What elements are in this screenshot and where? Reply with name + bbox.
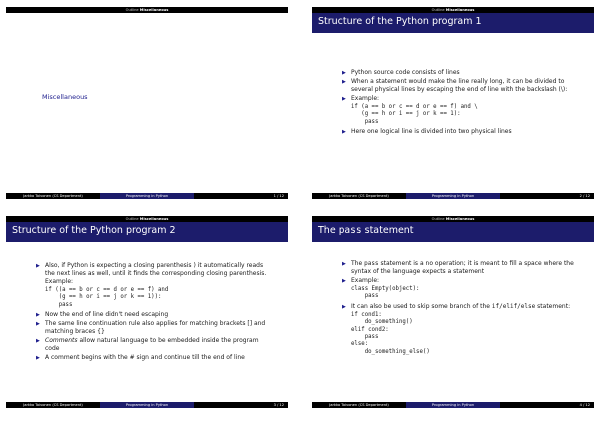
footer-page: 3 / 12 (273, 403, 284, 407)
footer-page: 1 / 12 (273, 194, 284, 198)
list-item: ▶ Comments allow natural language to be embedded inside the program code (36, 337, 259, 353)
footer-title: Programming in Python (406, 193, 500, 199)
list-item: ▶ When a statement would make the line really long, it can be divided to several physical lines by escaping the end of line with the backslash (\): (342, 78, 568, 93)
footer-author: Jarkko Toivonen (CS Department) (23, 194, 83, 198)
comments-term: Comments (45, 337, 78, 345)
bullet-icon: ▶ (36, 263, 40, 269)
code-block: class Empty(object): pass (351, 286, 420, 300)
title-bar (6, 222, 288, 242)
slide-body (342, 69, 574, 137)
list-item: ▶ A comment begins with the # sign and continue till the end of line (36, 354, 245, 362)
footer-title: Programming in Python (100, 193, 194, 199)
footer-page: 2 / 12 (579, 194, 590, 198)
bullet-icon: ▶ (36, 338, 40, 345)
list-item: ▶ Also, if Python is expecting a closing parenthesis ) it automatically reads the next lines as well, until it finds the corresponding closing parenthesis. Example: (36, 262, 267, 285)
footer-title: Programming in Python (100, 402, 194, 408)
nav-section[interactable]: Miscellaneous (139, 217, 169, 221)
footer-title: Programming in Python (406, 402, 500, 408)
footer-bar (6, 402, 288, 408)
section-title: Miscellaneous (42, 93, 88, 101)
footer-bar (312, 402, 594, 408)
title-bar (312, 13, 594, 33)
list-item: ▶ The pass statement is a no operation; it is meant to fill a space where the syntax of the language expects a statement (342, 260, 574, 275)
slide-title: The pass statement (318, 225, 414, 236)
footer-author: Jarkko Toivonen (CS Department) (23, 403, 83, 407)
list-item: ▶ Example: (342, 277, 380, 284)
footer-author: Jarkko Toivonen (CS Department) (329, 403, 389, 407)
bullet-icon: ▶ (36, 312, 40, 319)
nav-section[interactable]: Miscellaneous (445, 217, 475, 221)
slide-2 (312, 7, 594, 199)
footer-bar (6, 193, 288, 199)
list-item: ▶ Python source code consists of lines (342, 69, 460, 76)
code-block: if cond1: do_something() elif cond2: pass else: do_something_else() (351, 311, 430, 355)
footer-bar (312, 193, 594, 199)
slide-body (342, 260, 574, 358)
bullet-icon: ▶ (36, 355, 40, 362)
slide-body (36, 262, 268, 363)
slide-1 (6, 7, 288, 199)
title-bar (312, 222, 594, 242)
nav-outline[interactable]: Outline (431, 217, 445, 221)
nav-bar (6, 7, 288, 13)
code-block: if (a == b or c == d or e == f) and \ (g == h or i == j or k == 1): pass (351, 104, 478, 125)
bullet-icon: ▶ (342, 261, 346, 267)
nav-outline[interactable]: Outline (125, 8, 139, 12)
list-item: ▶ The same line continuation rule also applies for matching brackets [] and matching braces {} (36, 320, 266, 336)
bullet-icon: ▶ (36, 321, 40, 328)
footer-author: Jarkko Toivonen (CS Department) (329, 194, 389, 198)
list-item: ▶ Now the end of line didn't need escaping (36, 311, 169, 319)
bullet-icon: ▶ (342, 96, 346, 102)
nav-section[interactable]: Miscellaneous (139, 8, 169, 12)
bullet-icon: ▶ (342, 79, 346, 85)
slide-title: Structure of the Python program 1 (318, 16, 482, 27)
bullet-icon: ▶ (342, 278, 346, 284)
footer-page: 4 / 12 (579, 403, 590, 407)
slide-title: Structure of the Python program 2 (12, 225, 176, 236)
nav-outline[interactable]: Outline (125, 217, 139, 221)
slide-3 (6, 216, 288, 408)
list-item: ▶ Here one logical line is divided into two physical lines (342, 128, 512, 136)
nav-outline[interactable]: Outline (431, 8, 445, 12)
bullet-icon: ▶ (342, 129, 346, 136)
list-item: ▶ It can also be used to skip some branch of the if/elif/else statement: (342, 302, 571, 310)
code-block: if ((a == b or c == d or e == f) and (g == h or i == j or k == 1)): pass (45, 287, 169, 308)
list-item: ▶ Example: (342, 95, 380, 102)
slide-4 (312, 216, 594, 408)
nav-section[interactable]: Miscellaneous (445, 8, 475, 12)
bullet-icon: ▶ (342, 303, 346, 310)
bullet-icon: ▶ (342, 70, 346, 76)
